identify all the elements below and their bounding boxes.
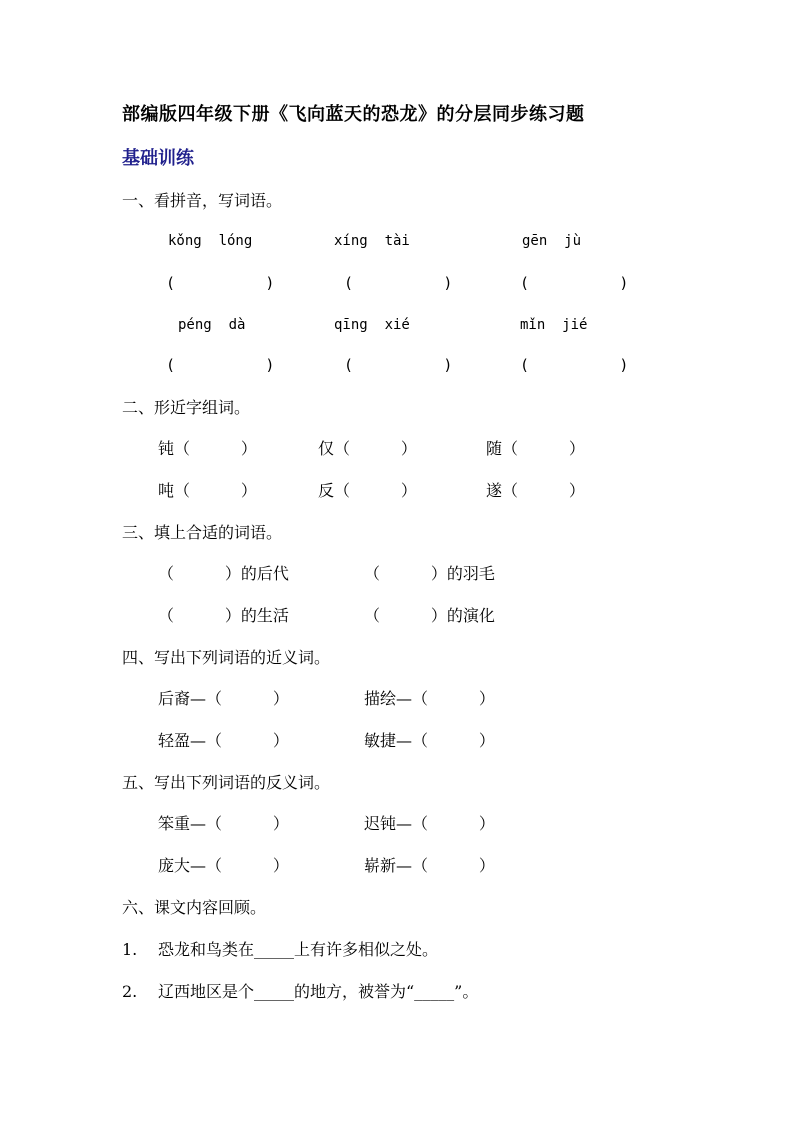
question-number: 1. [122, 940, 138, 959]
word-blank[interactable]: 吨（ ） [158, 481, 257, 500]
answer-blank[interactable]: ( ) [344, 356, 453, 374]
pinyin-item: gēn jù [522, 233, 582, 249]
answer-blank[interactable]: ( ) [166, 356, 275, 374]
word-blank[interactable]: 遂（ ） [486, 481, 585, 500]
section-5-heading: 五、写出下列词语的反义词。 [122, 773, 331, 792]
section-3-heading: 三、填上合适的词语。 [122, 523, 283, 542]
question-number: 2. [122, 982, 138, 1001]
antonym-blank[interactable]: 崭新—（ ） [364, 856, 495, 875]
phrase-blank[interactable]: （ ）的生活 [158, 606, 289, 625]
answer-blank[interactable]: ( ) [344, 274, 453, 292]
synonym-blank[interactable]: 后裔—（ ） [158, 689, 289, 708]
synonym-blank[interactable]: 敏捷—（ ） [364, 731, 495, 750]
section-6-heading: 六、课文内容回顾。 [122, 898, 267, 917]
antonym-blank[interactable]: 庞大—（ ） [158, 856, 289, 875]
phrase-blank[interactable]: （ ）的后代 [158, 564, 289, 583]
pinyin-item: kǒng lóng [168, 233, 253, 249]
answer-blank[interactable]: ( ) [520, 356, 629, 374]
word-blank[interactable]: 随（ ） [486, 439, 585, 458]
phrase-blank[interactable]: （ ）的演化 [364, 606, 495, 625]
word-blank[interactable]: 反（ ） [318, 481, 417, 500]
pinyin-item: xíng tài [334, 233, 410, 249]
antonym-blank[interactable]: 迟钝—（ ） [364, 814, 495, 833]
phrase-blank[interactable]: （ ）的羽毛 [364, 564, 495, 583]
answer-blank[interactable]: ( ) [166, 274, 275, 292]
word-blank[interactable]: 钝（ ） [158, 439, 257, 458]
section-2-heading: 二、形近字组词。 [122, 398, 251, 417]
pinyin-item: qīng xié [334, 317, 410, 333]
fill-in-question[interactable]: 辽西地区是个_____的地方，被誉为“_____”。 [158, 982, 479, 1001]
page-title: 部编版四年级下册《飞向蓝天的恐龙》的分层同步练习题 [122, 104, 585, 125]
synonym-blank[interactable]: 描绘—（ ） [364, 689, 495, 708]
antonym-blank[interactable]: 笨重—（ ） [158, 814, 289, 833]
section-1-heading: 一、看拼音，写词语。 [122, 191, 283, 210]
word-blank[interactable]: 仅（ ） [318, 439, 417, 458]
pinyin-item: péng dà [178, 317, 246, 333]
pinyin-item: mǐn jié [520, 317, 588, 333]
section-subtitle: 基础训练 [122, 148, 194, 169]
fill-in-question[interactable]: 恐龙和鸟类在_____上有许多相似之处。 [158, 940, 439, 959]
synonym-blank[interactable]: 轻盈—（ ） [158, 731, 289, 750]
section-4-heading: 四、写出下列词语的近义词。 [122, 648, 331, 667]
answer-blank[interactable]: ( ) [520, 274, 629, 292]
